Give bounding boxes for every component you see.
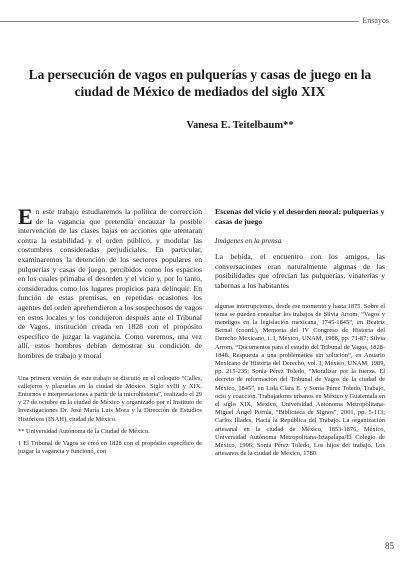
footnote-1: 1 El Tribunal de Vagos se creó en 1828 con el propósito específico de juzgar la vagancia y funcionó, con	[18, 439, 202, 456]
article-title: La persecución de vagos en pulquerías y casas de juego en la ciudad de México de mediados del siglo XIX	[28, 67, 372, 99]
footnote-author-affiliation: ** Universidad Autónoma de la Ciudad de México.	[18, 427, 150, 435]
section-label: Ensayos	[359, 16, 392, 25]
footnote-continuation	[215, 303, 385, 459]
opening-paragraph-text: n este trabajo estudiaremos la política de corrección de la vagancia que pretendía encauzar la posible intervención de las clases bajas en acciones que atentaran contra la estabilidad y el orden público, y modular las costumbres consideradas perjudiciales. En particular, examinaremos la detención de los sectores populares en pulquerías y casas de juego, percibidos como los espacios en los cuales primaba el desorden y el vicio y, por lo tanto, considerados como los lugares propicios para delinquir. En función de estas premisas, en repetidas ocasiones los agentes del orden aprehendieron a los sospechosos de vagos en estos locales y los condujeron después ante el Tribunal de Vagos, institución creada en 1828 con el propósito específico de juzgar la vagancia. Como veremos, una vez allí, estos hombres debían demostrar su condición de hombres de trabajo y moral	[18, 207, 202, 360]
drop-cap: E	[18, 204, 33, 229]
section-paragraph: La bebida, el encuentro con los amigos, las conversaciones eran naturalmente algunas de las posibilidades que ofrecían las pulquerías, vinaterías y tabernas a los habitantes	[215, 252, 385, 290]
opening-paragraph	[18, 204, 202, 361]
article-author: Vanesa E. Teitelbaum**	[186, 120, 294, 131]
section-heading: Escenas del vicio y el desorden moral: pulquerías y casas de juego	[215, 207, 385, 226]
footnotes	[18, 375, 202, 457]
page-number: 85	[385, 541, 394, 551]
footnote-star: Una primera versión de este trabajo se discutió en el coloquio “Calles, callejeros y plazuelas en la ciudad de México. Siglo xvIII y XIX. Entornos e interpretaciones a partir de la microhistoria”, realizado el 29 y 27 de octubre en la ciudad de México y organizado por el Instituto de Investigaciones Dr. José María Luis Mora y la Dirección de Estudios Históricos (INAH), ciudad de México.	[18, 374, 202, 423]
running-header	[0, 16, 400, 26]
right-column	[215, 207, 385, 458]
footnote-continuation-text: algunas interrupciones, desde ese momento y hasta 1875. Sobre el tema se pueden consultar los trabajos de Silvia Arrom, “Vagos y mendigos en la legislación mexicana, 1745-1845”, en Beatriz Bernal (coord.), Memoria del IV Congreso de Historia del Derecho Mexicano, t. I, México, UNAM, 1988, pp. 71-87; Silvia Arrom, “Documentos para el estudio del Tribunal de Vagos, 1828-1848. Respuesta a una problemática sin solución”, en Anuario Mexicano de Historia del Derecho, vol. I, México, UNAM, 1989, pp. 215-235; Sonia Pérez Toledo, “Moralizar por la fuerza. El decreto de reformación del Tribunal de Vagos de la ciudad de México, 1845”, en Lida Clara E. y Sonia Pérez Toledo, Trabajo, ocio y coacción. Trabajadores urbanos en México y Guatemala en el siglo XIX, México, Universidad Autónoma Metropolitana-Miguel Ángel Porrúa, “Biblioteca de Signos”, 2001, pp. 5-113; Carlos Illades, Hacia la República del Trabajo. La organización artesanal en la ciudad de México, 1853-1876, México, Universidad Autónoma Metropolitana-Iztapalapa/El Colegio de México, 1996; Sonia Pérez Toledo, Los hijos del trabajo. Los artesanos de la ciudad de México, 1780	[215, 302, 385, 458]
header-rule	[0, 21, 362, 22]
subsection-label: Imágenes en la prensa	[215, 236, 282, 246]
left-column	[18, 204, 202, 456]
